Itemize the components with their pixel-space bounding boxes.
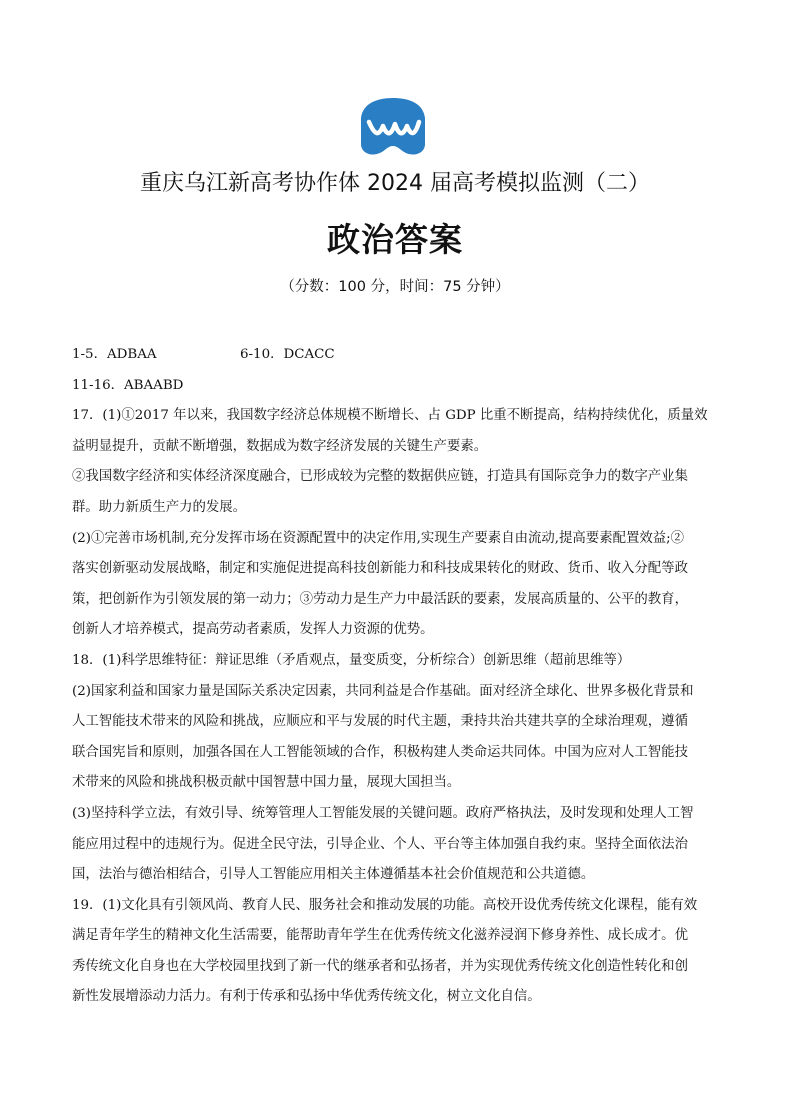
answer-line: 秀传统文化自身也在大学校园里找到了新一代的继承者和弘扬者，并为实现优秀传统文化创造性转化和创 [72,958,688,974]
answer-line: 术带来的风险和挑战积极贡献中国智慧中国力量，展现大国担当。 [72,775,461,791]
answer-line: 落实创新驱动发展战略，制定和实施促进提高科技创新能力和科技成果转化的财政、货币、收入分配等政 [72,561,688,577]
answer-line: 国，法治与德治相结合，引导人工智能应用相关主体遵循基本社会价值规范和公共道德。 [72,867,595,883]
page-title: 政治答案 [327,220,463,259]
answer-line: ②我国数字经济和实体经济深度融合，已形成较为完整的数据供应链，打造具有国际竞争力的数字产业集 [72,469,688,485]
answer-line: 创新人才培养模式，提高劳动者素质，发挥人力资源的优势。 [72,622,434,638]
mc-answers-1-5: 1-5．ADBAA [72,347,157,362]
answer-line: 能应用过程中的违规行为。促进全民守法，引导企业、个人、平台等主体加强自我约束。坚持全面依法治 [72,836,688,852]
exam-series-title: 重庆乌江新高考协作体 2024 届高考模拟监测（二） [140,171,650,196]
answer-line: 18．(1)科学思维特征：辩证思维（矛盾观点，量变质变，分析综合）创新思维（超前思维等） [72,652,631,668]
answer-line: (2)国家利益和国家力量是国际关系决定因素，共同利益是合作基础。面对经济全球化、世界多极化背景和 [72,683,694,699]
answer-line: 益明显提升，贡献不断增强，数据成为数字经济发展的关键生产要素。 [72,438,488,454]
answer-line: (2)①完善市场机制,充分发挥市场在资源配置中的决定作用,实现生产要素自由流动,提高要素配置效益;② [72,530,685,546]
answer-content [72,340,722,1013]
mc-answers-row [72,340,722,371]
answer-line: 人工智能技术带来的风险和挑战，应顺应和平与发展的时代主题，秉持共治共建共享的全球治理观，遵循 [72,714,688,730]
answer-line: 新性发展增添动力活力。有利于传承和弘扬中华优秀传统文化，树立文化自信。 [72,989,541,1005]
mc-answers-11-16: 11-16．ABAABD [72,377,184,393]
answer-line: 19．(1)文化具有引领风尚、教育人民、服务社会和推动发展的功能。高校开设优秀传统文化课程，能有效 [72,897,698,913]
answer-line: 17．(1)①2017 年以来，我国数字经济总体规模不断增长、占 GDP 比重不断提高，结构持续优化，质量效 [72,408,708,424]
exam-info: （分数：100 分，时间：75 分钟） [280,279,510,295]
wulong-river-logo-icon [355,96,431,158]
mc-answers-6-10: 6-10．DCACC [240,347,335,362]
answer-line: (3)坚持科学立法，有效引导、统筹管理人工智能发展的关键问题。政府严格执法，及时发现和处理人工智 [72,805,694,821]
answer-line: 满足青年学生的精神文化生活需要，能帮助青年学生在优秀传统文化滋养浸润下修身养性、成长成才。优 [72,928,688,944]
answer-line: 联合国宪旨和原则，加强各国在人工智能领域的合作，积极构建人类命运共同体。中国为应对人工智能技 [72,744,688,760]
answer-line: 策，把创新作为引领发展的第一动力；③劳动力是生产力中最活跃的要素，发展高质量的、公平的教育， [72,591,688,607]
answer-line: 群。助力新质生产力的发展。 [72,499,247,515]
